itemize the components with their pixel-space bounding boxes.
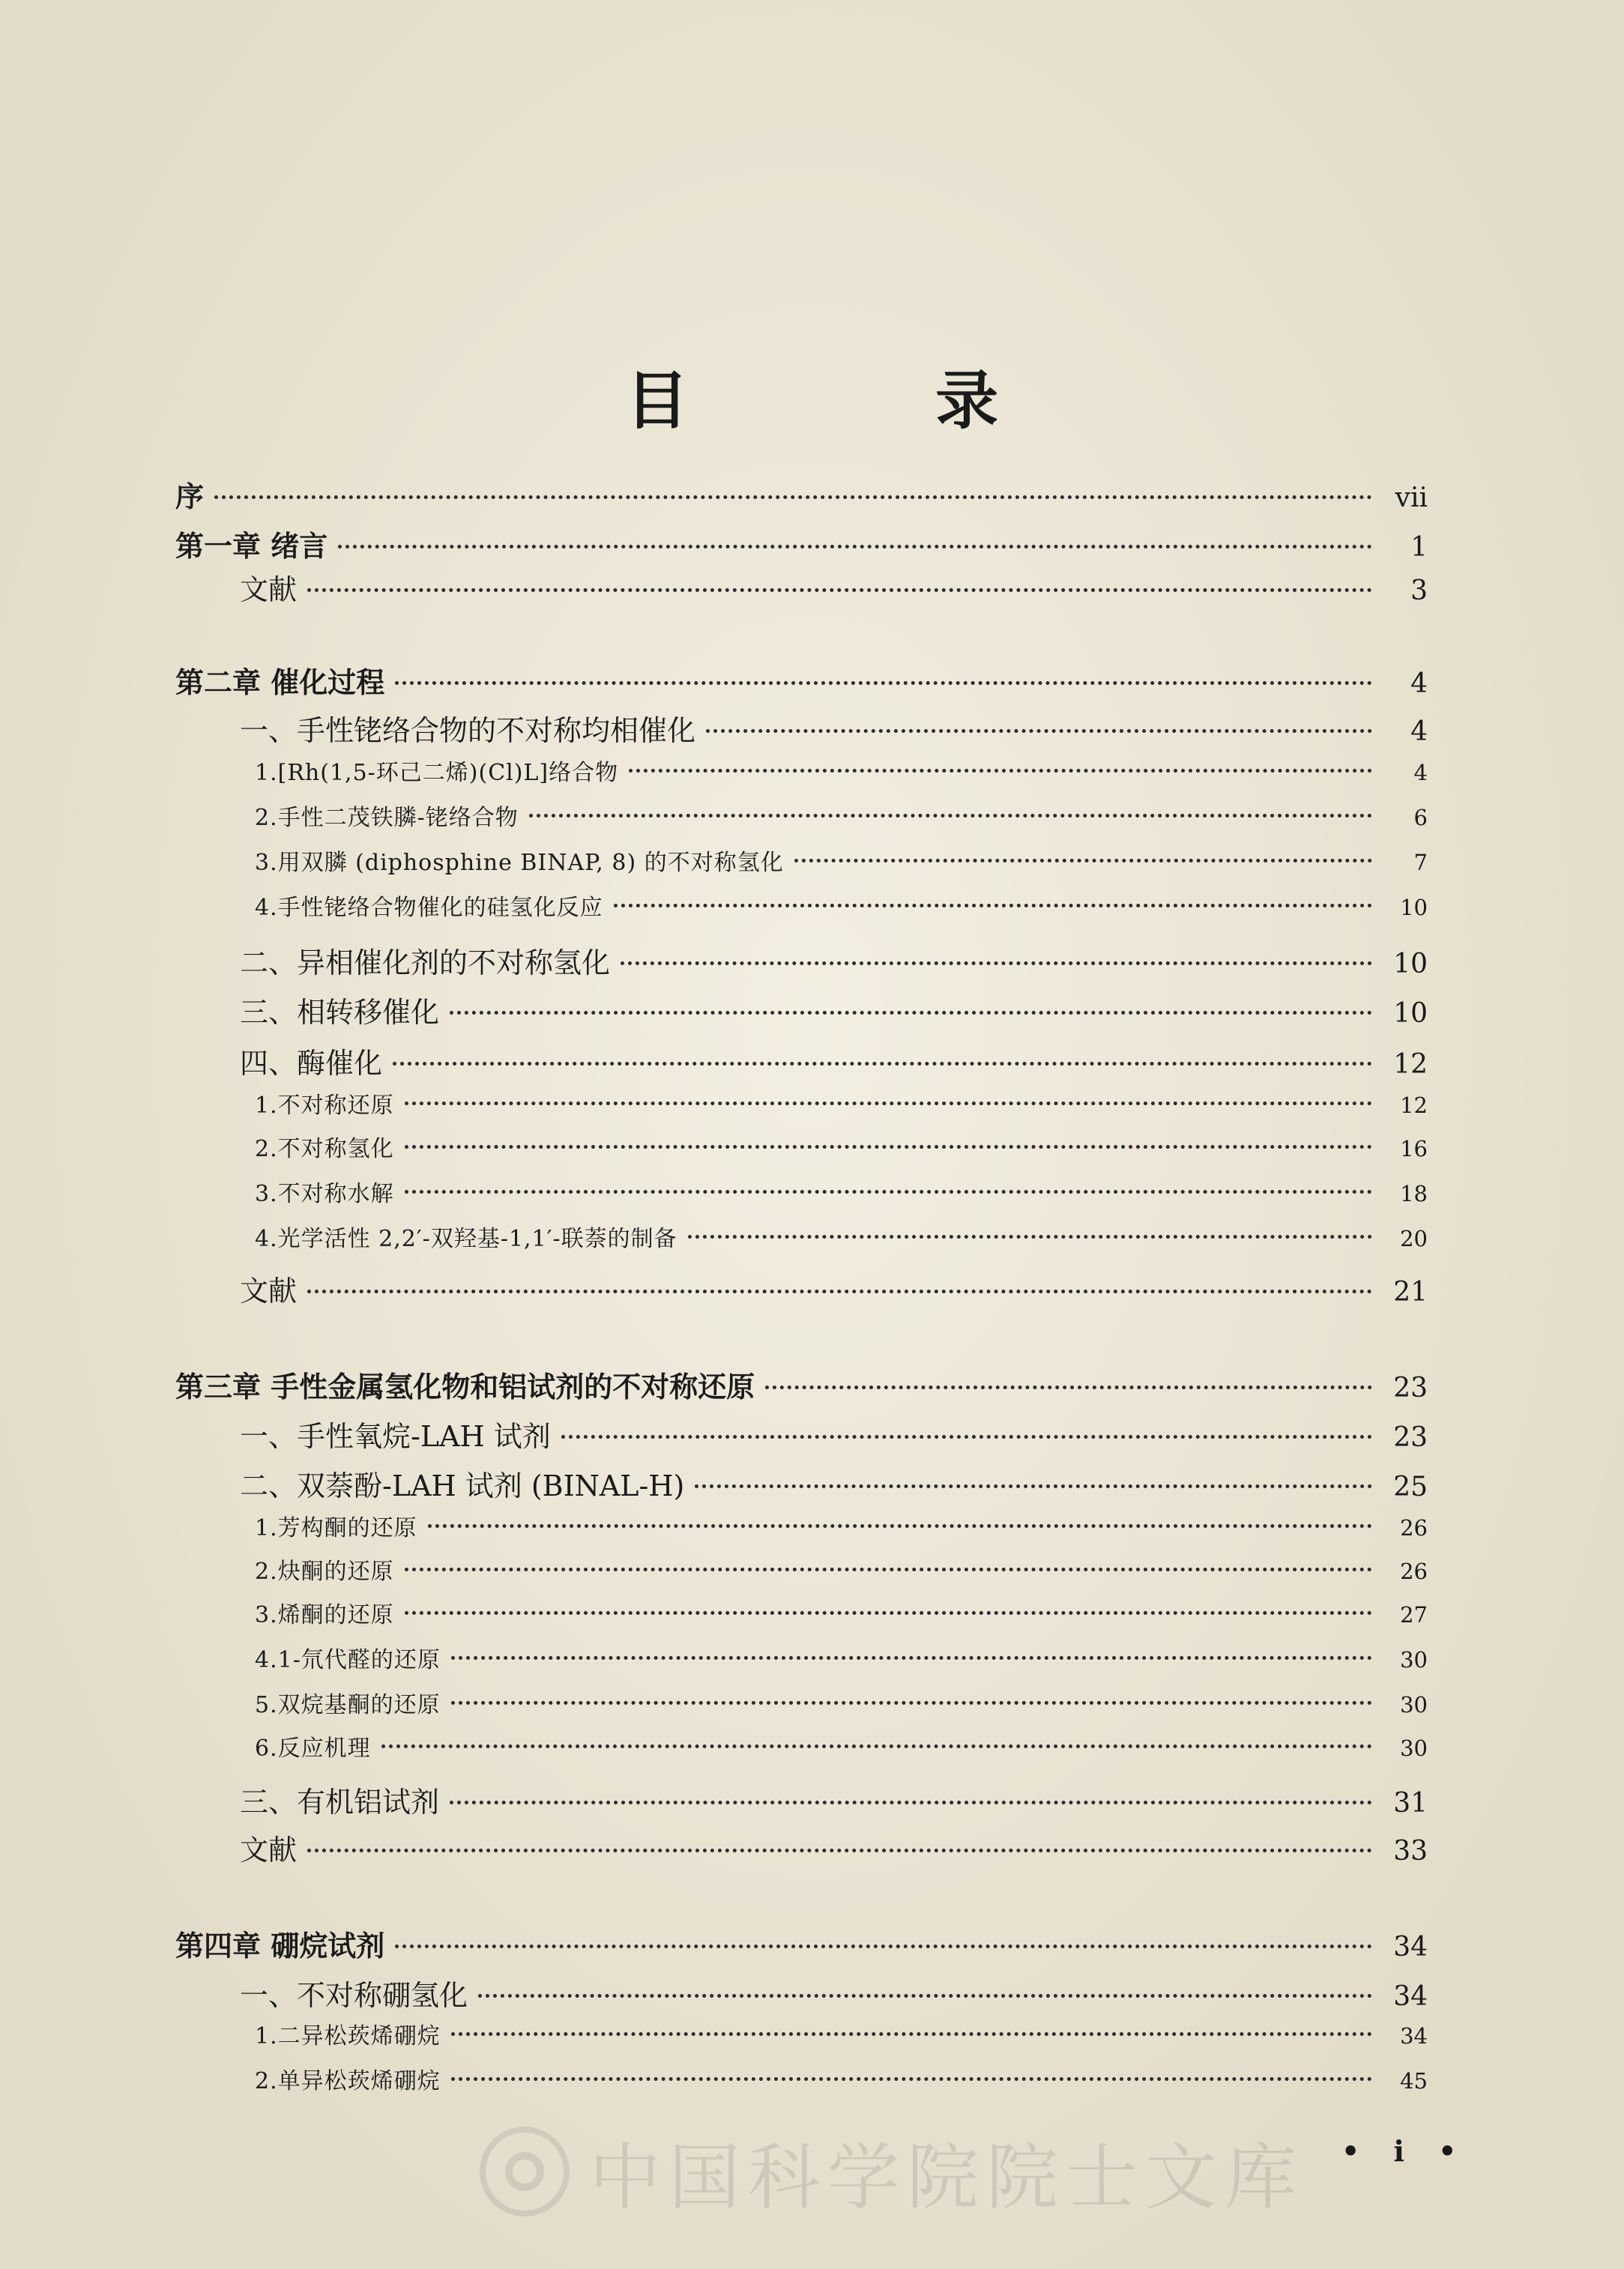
dot-leader [529, 814, 1372, 818]
dot-leader [629, 769, 1372, 773]
dot-leader [395, 1945, 1372, 1948]
toc-entry-label: 4.光学活性 2,2′-双羟基-1,1′-联萘的制备 [255, 1226, 677, 1252]
dot-leader [794, 859, 1372, 862]
toc-entry-page: 6 [1413, 805, 1428, 830]
dot-leader [621, 961, 1372, 965]
toc-entry-page: 4 [1410, 668, 1428, 699]
toc-entry-page: vii [1395, 483, 1428, 513]
toc-entry[interactable] [0, 474, 1624, 515]
watermark-text: 中国科学院院士文库 [589, 2135, 1304, 2220]
toc-entry[interactable] [0, 1509, 1624, 1542]
toc-entry-page: 23 [1393, 1422, 1428, 1453]
dot-leader [451, 1701, 1372, 1705]
dot-leader [381, 1744, 1372, 1748]
toc-entry[interactable] [0, 1729, 1624, 1762]
dot-leader [478, 1994, 1372, 1998]
toc-entry[interactable] [0, 1130, 1624, 1163]
toc-entry-label: 序 [175, 480, 205, 513]
toc-entry[interactable] [0, 1364, 1624, 1405]
toc-entry-page: 31 [1393, 1788, 1428, 1819]
dot-leader [405, 1145, 1372, 1149]
toc-entry-page: 3 [1410, 575, 1428, 606]
toc-entry-page: 26 [1400, 1559, 1428, 1584]
toc-entry-page: 4 [1413, 760, 1428, 785]
toc-entry[interactable] [0, 659, 1624, 701]
toc-entry-label: 6.反应机理 [255, 1735, 371, 1762]
toc-entry-label: 1.不对称还原 [255, 1093, 394, 1119]
dot-leader [307, 1849, 1372, 1852]
toc-entry[interactable] [0, 989, 1624, 1030]
dot-leader [393, 1062, 1372, 1066]
page-title: 目 录 [625, 364, 1111, 438]
toc-entry-page: 30 [1400, 1735, 1428, 1761]
toc-entry-label: 文献 [240, 1834, 298, 1867]
toc-entry-page: 4 [1410, 716, 1428, 747]
toc-entry-label: 2.不对称氢化 [255, 1136, 394, 1162]
toc-entry-page: 34 [1393, 1932, 1428, 1963]
dot-leader [450, 1011, 1372, 1015]
toc-entry[interactable] [0, 1596, 1624, 1629]
toc-entry[interactable] [0, 523, 1624, 564]
dot-leader [307, 588, 1372, 592]
toc-entry-label: 1.二异松莰烯硼烷 [255, 2023, 441, 2049]
dot-leader [451, 2032, 1372, 2036]
toc-entry[interactable] [0, 844, 1624, 877]
dot-leader [338, 545, 1372, 549]
toc-entry-label: 一、不对称硼氢化 [240, 1979, 468, 2012]
toc-entry[interactable] [0, 1923, 1624, 1964]
toc-entry-page: 1 [1410, 532, 1428, 563]
toc-entry-label: 2.炔酮的还原 [255, 1559, 394, 1585]
toc-entry[interactable] [0, 1972, 1624, 2013]
toc-entry[interactable] [0, 1220, 1624, 1253]
toc-entry[interactable] [0, 1175, 1624, 1208]
toc-entry-page: 18 [1400, 1181, 1428, 1206]
toc-entry-label: 2.单异松莰烯硼烷 [255, 2068, 441, 2094]
dot-leader [451, 1656, 1372, 1660]
toc-entry-label: 3.用双膦 (diphosphine BINAP, 8) 的不对称氢化 [255, 850, 784, 876]
toc-entry[interactable] [0, 1268, 1624, 1309]
toc-entry-page: 23 [1393, 1373, 1428, 1404]
dot-leader [307, 1290, 1372, 1293]
toc-entry-page: 45 [1400, 2068, 1428, 2094]
toc-entry-label: 2.手性二茂铁膦-铑络合物 [255, 805, 519, 831]
toc-entry-label: 3.烯酮的还原 [255, 1602, 394, 1628]
toc-entry-page: 16 [1400, 1136, 1428, 1161]
toc-entry-label: 第三章 手性金属氢化物和铝试剂的不对称还原 [175, 1371, 755, 1404]
toc-entry[interactable] [0, 707, 1624, 749]
dot-leader [561, 1435, 1372, 1439]
toc-entry-page: 26 [1400, 1515, 1428, 1541]
dot-leader [214, 495, 1372, 499]
toc-entry-label: 三、有机铝试剂 [240, 1786, 440, 1819]
toc-entry-page: 20 [1400, 1226, 1428, 1251]
seal-icon [480, 2127, 570, 2217]
dot-leader [706, 729, 1372, 733]
toc-entry[interactable] [0, 754, 1624, 787]
toc-entry-page: 34 [1393, 1981, 1428, 2012]
toc-entry[interactable] [0, 1686, 1624, 1719]
toc-entry-label: 3.不对称水解 [255, 1181, 394, 1207]
toc-entry-label: 第一章 绪言 [175, 530, 328, 563]
toc-entry[interactable] [0, 1040, 1624, 1081]
toc-entry[interactable] [0, 1413, 1624, 1454]
toc-entry-label: 5.双烷基酮的还原 [255, 1692, 441, 1718]
toc-entry[interactable] [0, 2017, 1624, 2050]
dot-leader [450, 1801, 1372, 1804]
dot-leader [765, 1386, 1372, 1389]
toc-entry-label: 4.1-氘代醛的还原 [255, 1647, 441, 1673]
toc-entry[interactable] [0, 940, 1624, 981]
toc-entry-label: 一、手性氧烷-LAH 试剂 [240, 1420, 551, 1453]
toc-entry-page: 7 [1413, 850, 1428, 875]
toc-entry-page: 10 [1393, 998, 1428, 1029]
toc-entry[interactable] [0, 799, 1624, 832]
toc-entry-page: 34 [1400, 2023, 1428, 2049]
dot-leader [614, 904, 1372, 907]
toc-entry[interactable] [0, 567, 1624, 608]
dot-leader [688, 1235, 1372, 1239]
toc-entry[interactable] [0, 1553, 1624, 1586]
dot-leader [395, 681, 1372, 685]
toc-entry-label: 二、异相催化剂的不对称氢化 [240, 946, 611, 979]
dot-leader [428, 1524, 1372, 1528]
toc-entry[interactable] [0, 1827, 1624, 1868]
dot-leader [405, 1102, 1372, 1105]
toc-entry-label: 二、双萘酚-LAH 试剂 (BINAL-H) [240, 1469, 685, 1502]
toc-entry-page: 12 [1400, 1093, 1428, 1118]
toc-entry-label: 第四章 硼烷试剂 [175, 1930, 385, 1963]
toc-entry-label: 文献 [240, 573, 298, 606]
toc-entry-page: 27 [1400, 1602, 1428, 1628]
toc-entry-page: 30 [1400, 1647, 1428, 1673]
library-watermark [480, 2127, 1304, 2220]
dot-leader [451, 2077, 1372, 2081]
toc-entry-page: 10 [1393, 949, 1428, 979]
toc-entry[interactable] [0, 1779, 1624, 1820]
toc-entry-page: 21 [1393, 1277, 1428, 1308]
dot-leader [695, 1484, 1372, 1488]
toc-entry-label: 1.[Rh(1,5-环己二烯)(Cl)L]络合物 [255, 760, 619, 786]
toc-entry-page: 12 [1393, 1049, 1428, 1080]
toc-entry[interactable] [0, 1641, 1624, 1674]
toc-entry-label: 四、酶催化 [240, 1047, 383, 1080]
page-number: • i • [1341, 2134, 1469, 2168]
toc-entry-page: 30 [1400, 1692, 1428, 1717]
toc-entry-label: 三、相转移催化 [240, 996, 440, 1029]
toc-entry-page: 10 [1400, 895, 1428, 920]
dot-leader [405, 1611, 1372, 1615]
toc-entry-page: 25 [1393, 1472, 1428, 1502]
dot-leader [405, 1190, 1372, 1194]
toc-entry[interactable] [0, 1087, 1624, 1120]
toc-entry[interactable] [0, 2062, 1624, 2095]
toc-entry-label: 文献 [240, 1275, 298, 1308]
dot-leader [405, 1568, 1372, 1571]
toc-entry-label: 4.手性铑络合物催化的硅氢化反应 [255, 895, 603, 921]
toc-entry-label: 一、手性铑络合物的不对称均相催化 [240, 714, 696, 747]
toc-entry-page: 33 [1393, 1836, 1428, 1867]
toc-entry[interactable] [0, 889, 1624, 922]
toc-entry[interactable] [0, 1463, 1624, 1504]
toc-entry-label: 1.芳构酮的还原 [255, 1515, 417, 1541]
toc-entry-label: 第二章 催化过程 [175, 666, 385, 699]
